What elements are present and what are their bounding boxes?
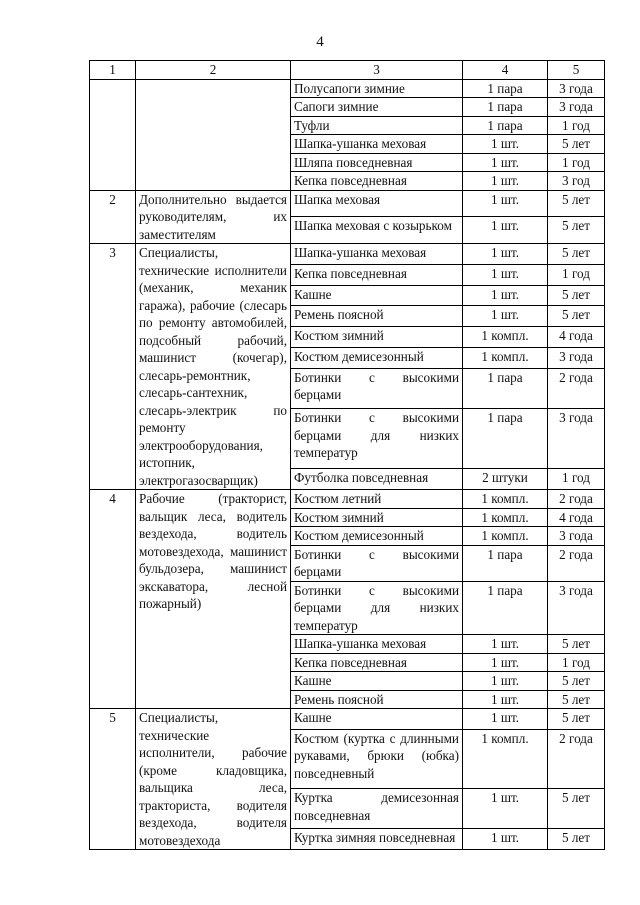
item-quantity: 1 пара bbox=[463, 545, 548, 581]
group-number: 3 bbox=[90, 244, 136, 490]
item-term: 3 года bbox=[548, 409, 605, 469]
item-term: 5 лет bbox=[548, 244, 605, 265]
item-term: 5 лет bbox=[548, 829, 605, 850]
item-term: 5 лет bbox=[548, 135, 605, 154]
item-quantity: 1 шт. bbox=[463, 153, 548, 172]
table-row bbox=[90, 709, 605, 730]
item-name: Куртка демисезонная повседневная bbox=[291, 789, 463, 829]
item-term: 4 года bbox=[548, 327, 605, 348]
item-quantity: 1 шт. bbox=[463, 709, 548, 730]
item-term: 5 лет bbox=[548, 709, 605, 730]
item-term: 3 года bbox=[548, 581, 605, 635]
item-term: 3 года bbox=[548, 347, 605, 368]
item-term: 5 лет bbox=[548, 285, 605, 306]
item-name: Шапка-ушанка меховая bbox=[291, 635, 463, 654]
item-term: 3 года bbox=[548, 527, 605, 546]
item-name: Футболка повседневная bbox=[291, 469, 463, 490]
item-name: Костюм демисезонный bbox=[291, 347, 463, 368]
item-quantity: 1 компл. bbox=[463, 490, 548, 509]
item-term: 3 года bbox=[548, 98, 605, 117]
item-name: Ботинки с высокими берцами для низких температур bbox=[291, 581, 463, 635]
item-quantity: 1 пара bbox=[463, 98, 548, 117]
employee-category: Рабочие (тракторист, вальщик леса, водитель вездехода, водитель мотовездехода, машинист бульдозера, машинист экскаватора, лесной пожарный) bbox=[136, 490, 291, 709]
employee-category bbox=[136, 79, 291, 190]
table-row bbox=[90, 79, 605, 98]
item-name: Кашне bbox=[291, 709, 463, 730]
employee-category: Дополнительно выдается руководителям, их заместителям bbox=[136, 190, 291, 244]
item-quantity: 1 шт. bbox=[463, 217, 548, 244]
employee-category: Специалисты, технические исполнители, рабочие (кроме кладовщика, вальщика леса, тракториста, водителя вездехода, водителя мотовездехода bbox=[136, 709, 291, 850]
item-quantity: 1 шт. bbox=[463, 172, 548, 191]
item-name: Костюм зимний bbox=[291, 508, 463, 527]
item-name: Ботинки с высокими берцами bbox=[291, 368, 463, 408]
item-term: 1 год bbox=[548, 469, 605, 490]
item-quantity: 1 пара bbox=[463, 116, 548, 135]
item-term: 5 лет bbox=[548, 217, 605, 244]
group-number: 5 bbox=[90, 709, 136, 850]
item-term: 1 год bbox=[548, 153, 605, 172]
item-quantity: 1 шт. bbox=[463, 690, 548, 709]
item-name: Кепка повседневная bbox=[291, 172, 463, 191]
table-row bbox=[90, 190, 605, 217]
item-quantity: 1 шт. bbox=[463, 789, 548, 829]
item-quantity: 1 шт. bbox=[463, 653, 548, 672]
group-number: 2 bbox=[90, 190, 136, 244]
item-name: Костюм летний bbox=[291, 490, 463, 509]
item-name: Шапка меховая с козырьком bbox=[291, 217, 463, 244]
item-term: 5 лет bbox=[548, 789, 605, 829]
item-quantity: 1 шт. bbox=[463, 190, 548, 217]
item-term: 2 года bbox=[548, 368, 605, 408]
item-name: Ремень поясной bbox=[291, 306, 463, 327]
item-quantity: 1 пара bbox=[463, 581, 548, 635]
item-term: 5 лет bbox=[548, 672, 605, 691]
table-row bbox=[90, 490, 605, 509]
page-number: 4 bbox=[316, 34, 324, 50]
group-number bbox=[90, 79, 136, 190]
table-row bbox=[90, 244, 605, 265]
column-header-5: 5 bbox=[548, 61, 605, 80]
item-name: Куртка зимняя повседневная bbox=[291, 829, 463, 850]
item-quantity: 1 шт. bbox=[463, 829, 548, 850]
item-quantity: 2 штуки bbox=[463, 469, 548, 490]
item-term: 5 лет bbox=[548, 190, 605, 217]
item-name: Шляпа повседневная bbox=[291, 153, 463, 172]
item-term: 2 года bbox=[548, 545, 605, 581]
item-name: Костюм демисезонный bbox=[291, 527, 463, 546]
item-name: Сапоги зимние bbox=[291, 98, 463, 117]
item-quantity: 1 пара bbox=[463, 368, 548, 408]
item-quantity: 1 компл. bbox=[463, 527, 548, 546]
item-name: Ремень поясной bbox=[291, 690, 463, 709]
item-name: Шапка-ушанка меховая bbox=[291, 244, 463, 265]
item-name: Полусапоги зимние bbox=[291, 79, 463, 98]
item-quantity: 1 шт. bbox=[463, 264, 548, 285]
item-quantity: 1 шт. bbox=[463, 135, 548, 154]
item-name: Ботинки с высокими берцами для низких температур bbox=[291, 409, 463, 469]
item-quantity: 1 шт. bbox=[463, 244, 548, 265]
item-name: Шапка-ушанка меховая bbox=[291, 135, 463, 154]
item-quantity: 1 шт. bbox=[463, 672, 548, 691]
item-term: 1 год bbox=[548, 653, 605, 672]
item-name: Шапка меховая bbox=[291, 190, 463, 217]
item-name: Кашне bbox=[291, 672, 463, 691]
item-quantity: 1 шт. bbox=[463, 285, 548, 306]
item-term: 5 лет bbox=[548, 690, 605, 709]
item-name: Кепка повседневная bbox=[291, 264, 463, 285]
item-name: Кепка повседневная bbox=[291, 653, 463, 672]
column-header-1: 1 bbox=[90, 61, 136, 80]
item-quantity: 1 компл. bbox=[463, 327, 548, 348]
item-quantity: 1 компл. bbox=[463, 508, 548, 527]
item-term: 1 год bbox=[548, 264, 605, 285]
item-term: 4 года bbox=[548, 508, 605, 527]
item-term: 5 лет bbox=[548, 306, 605, 327]
item-name: Кашне bbox=[291, 285, 463, 306]
item-term: 2 года bbox=[548, 729, 605, 789]
item-name: Костюм зимний bbox=[291, 327, 463, 348]
column-header-3: 3 bbox=[291, 61, 463, 80]
item-term: 5 лет bbox=[548, 635, 605, 654]
header-row bbox=[90, 61, 605, 80]
item-name: Костюм (куртка с длинными рукавами, брюки (юбка) повседневный bbox=[291, 729, 463, 789]
employee-category: Специалисты, технические исполнители (механик, механик гаража), рабочие (слесарь по ремонту автомобилей, подсобный рабочий, машинист (кочегар), слесарь-ремонтник, слесарь-сантехник, слесарь-электрик по ремонту электрооборудования, истопник, электрогазосварщик) bbox=[136, 244, 291, 490]
item-term: 2 года bbox=[548, 490, 605, 509]
norms-table bbox=[89, 60, 605, 850]
item-quantity: 1 пара bbox=[463, 79, 548, 98]
group-number: 4 bbox=[90, 490, 136, 709]
item-name: Ботинки с высокими берцами bbox=[291, 545, 463, 581]
column-header-2: 2 bbox=[136, 61, 291, 80]
column-header-4: 4 bbox=[463, 61, 548, 80]
item-quantity: 1 компл. bbox=[463, 347, 548, 368]
item-name: Туфли bbox=[291, 116, 463, 135]
item-quantity: 1 компл. bbox=[463, 729, 548, 789]
item-term: 1 год bbox=[548, 116, 605, 135]
item-quantity: 1 шт. bbox=[463, 306, 548, 327]
item-quantity: 1 пара bbox=[463, 409, 548, 469]
item-term: 3 год bbox=[548, 172, 605, 191]
item-quantity: 1 шт. bbox=[463, 635, 548, 654]
item-term: 3 года bbox=[548, 79, 605, 98]
